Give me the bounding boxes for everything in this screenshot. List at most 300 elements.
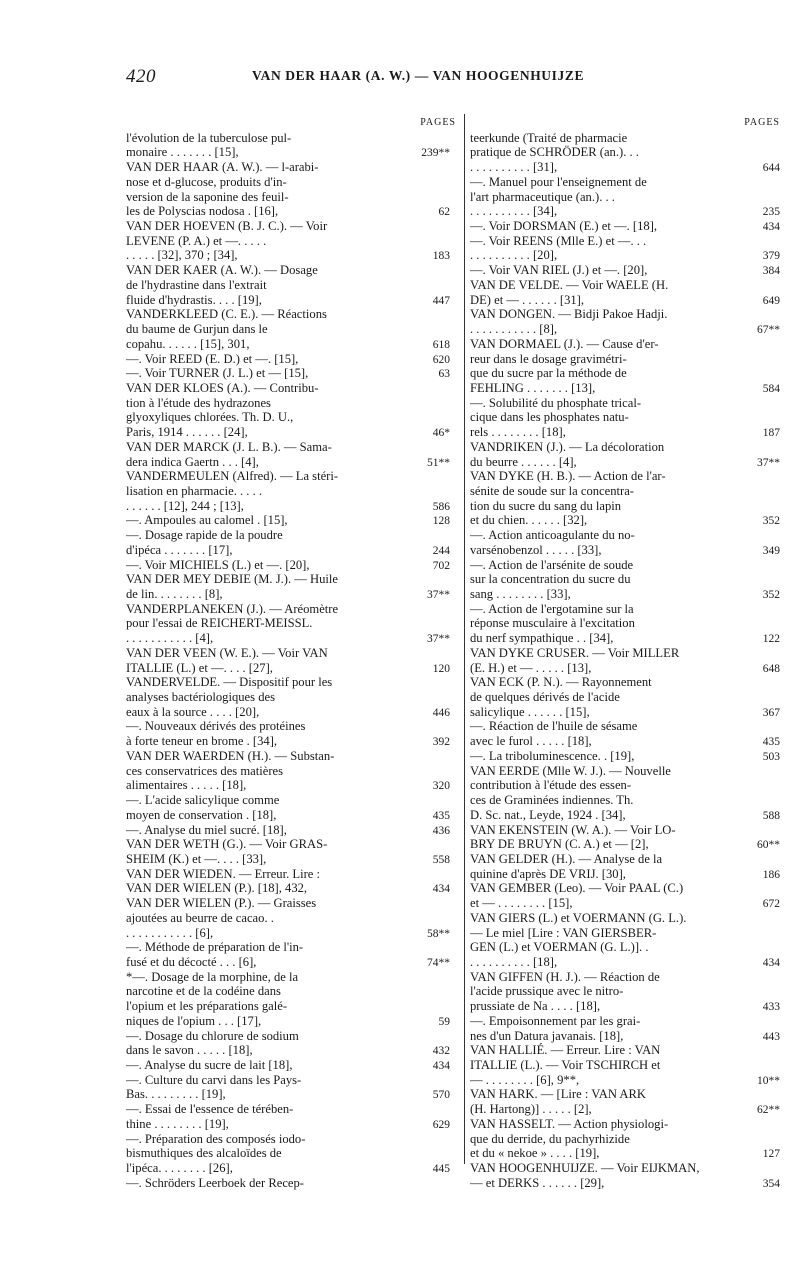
- index-entry-text: eaux à la source . . . . [20],: [126, 704, 260, 719]
- index-entry-text: nose et d-glucose, produits d'in-: [126, 174, 287, 189]
- index-entry-text: teerkunde (Traité de pharmacie: [470, 130, 628, 145]
- index-entry-text: ITALLIE (L.). — Voir TSCHIRCH et: [470, 1058, 661, 1072]
- index-line: [470, 499, 780, 514]
- index-entry-text: et du « nekoe » . . . . [19],: [470, 1146, 600, 1161]
- index-line: [126, 263, 462, 278]
- index-line: [470, 1014, 780, 1029]
- index-line: [470, 322, 780, 337]
- index-line: [470, 602, 780, 617]
- index-entry-text: —. Analyse du sucre de lait [18],: [126, 1058, 293, 1072]
- page-reference: 51**: [427, 456, 450, 469]
- index-line: [126, 749, 462, 764]
- index-line: [126, 352, 462, 367]
- index-entry-text: l'opium et les préparations galé-: [126, 999, 288, 1014]
- index-line: [126, 219, 462, 234]
- index-line: [470, 352, 780, 367]
- index-entry-text: VAN HALLIÉ. — Erreur. Lire : VAN: [470, 1043, 661, 1058]
- index-line: [470, 381, 780, 396]
- index-entry-text: VAN DER KAER (A. W.). — Dosage: [126, 263, 318, 278]
- index-entry-text: DE) et — . . . . . . [31],: [470, 292, 585, 307]
- index-line: [126, 1132, 462, 1147]
- index-line: [470, 425, 780, 440]
- index-line: [470, 558, 780, 573]
- index-line: [470, 234, 780, 249]
- page-reference: 349: [762, 544, 780, 557]
- index-line: [126, 970, 462, 985]
- index-entry-text: fusé et du décocté . . . [6],: [126, 954, 257, 969]
- index-entry-text: monaire . . . . . . . [15],: [126, 145, 239, 160]
- index-line: [126, 337, 462, 352]
- index-entry-text: —. Méthode de préparation de l'in-: [126, 940, 304, 955]
- index-entry-text: D. Sc. nat., Leyde, 1924 . [34],: [470, 807, 626, 822]
- page-reference: 62**: [757, 1104, 780, 1117]
- index-line: [126, 808, 462, 823]
- index-entry-text: VANDERPLANEKEN (J.). — Aréomètre: [126, 601, 339, 616]
- page-reference: 67**: [757, 324, 780, 337]
- index-line: [470, 719, 780, 734]
- page-reference: 120: [432, 662, 450, 675]
- index-entry-text: . . . . . [32], 370 ; [34],: [126, 248, 238, 263]
- index-entry-text: VAN DONGEN. — Bidji Pakoe Hadji.: [470, 307, 668, 322]
- index-entry-text: . . . . . . . . . . [31],: [470, 160, 558, 175]
- index-line: [126, 425, 462, 440]
- index-line: [126, 778, 462, 793]
- index-entry-text: VAN DER HAAR (A. W.). — l-arabi-: [126, 160, 319, 175]
- index-entry-text: du nerf sympathique . . [34],: [470, 631, 614, 646]
- index-line: [470, 1146, 780, 1161]
- index-line: [126, 1102, 462, 1117]
- page-reference: 435: [762, 736, 780, 749]
- index-line: [126, 852, 462, 867]
- index-entry-text: —. Préparation des composés iodo-: [126, 1131, 306, 1146]
- index-line: [470, 1117, 780, 1132]
- index-line: [470, 145, 780, 160]
- index-entry-text: . . . . . . . . . . . [8],: [470, 322, 558, 337]
- index-entry-text: ITALLIE (L.) et —. . . . [27],: [126, 660, 273, 675]
- index-line: [470, 440, 780, 455]
- index-entry-text: VAN DER MARCK (J. L. B.). — Sama-: [126, 439, 332, 454]
- index-entry-text: —. Solubilité du phosphate trical-: [470, 395, 642, 410]
- index-line: [126, 440, 462, 455]
- index-line: [470, 793, 780, 808]
- index-entry-text: (H. Hartong)] . . . . . [2],: [470, 1102, 592, 1117]
- index-entry-text: l'art pharmaceutique (an.). . .: [470, 189, 615, 204]
- index-entry-text: VAN GELDER (H.). — Analyse de la: [470, 851, 663, 866]
- index-entry-text: sur la concentration du sucre du: [470, 572, 631, 587]
- pages-column-heading: PAGES: [420, 117, 456, 128]
- index-entry-text: ajoutées au beurre de cacao. .: [126, 910, 274, 925]
- index-line: [470, 219, 780, 234]
- index-entry-text: Paris, 1914 . . . . . . [24],: [126, 425, 248, 440]
- index-line: [470, 204, 780, 219]
- index-entry-text: —. Ampoules au calomel . [15],: [126, 513, 288, 528]
- index-line: [126, 837, 462, 852]
- left-column: [126, 116, 462, 1190]
- index-line: [470, 190, 780, 205]
- pages-column-heading: PAGES: [744, 117, 780, 128]
- index-entry-text: glyoxyliques chlorées. Th. D. U.,: [126, 410, 294, 425]
- index-entry-text: VAN DYKE (H. B.). — Action de l'ar-: [470, 469, 666, 484]
- index-line: [126, 484, 462, 499]
- index-entry-text: —. Dosage rapide de la poudre: [126, 528, 283, 543]
- index-line: [126, 528, 462, 543]
- index-entry-text: niques de l'opium . . . [17],: [126, 1013, 262, 1028]
- index-line: [470, 396, 780, 411]
- index-entry-text: —. Voir DORSMAN (E.) et —. [18],: [470, 219, 658, 234]
- index-entry-text: analyses bactériologiques des: [126, 690, 275, 705]
- index-entry-text: VAN DER WAERDEN (H.). — Substan-: [126, 748, 335, 763]
- index-entry-text: —. Voir MICHIELS (L.) et —. [20],: [126, 557, 310, 572]
- page-reference: 558: [432, 853, 450, 866]
- page-reference: 127: [762, 1148, 780, 1161]
- index-entry-text: —. Action de l'ergotamine sur la: [470, 601, 634, 616]
- index-entry-text: GEN (L.) et VOERMAN (G. L.)]. .: [470, 940, 649, 955]
- index-entry-text: VAN EERDE (Mlle W. J.). — Nouvelle: [470, 763, 671, 778]
- index-entry-text: VANDERMEULEN (Alfred). — La stéri-: [126, 469, 339, 484]
- index-entry-text: tion du sucre du sang du lapin: [470, 498, 622, 513]
- column-divider: [464, 114, 465, 1164]
- index-line: [126, 396, 462, 411]
- page-reference: 58**: [427, 927, 450, 940]
- index-entry-text: narcotine et de la codéine dans: [126, 984, 281, 999]
- index-entry-text: VAN DE VELDE. — Voir WAELE (H.: [470, 277, 669, 292]
- index-line: [470, 543, 780, 558]
- index-entry-text: —. Voir REENS (Mlle E.) et —. . .: [470, 233, 647, 248]
- page-reference: 235: [762, 206, 780, 219]
- index-line: [126, 881, 462, 896]
- index-entry-text: . . . . . . . . . . . [4],: [126, 631, 214, 646]
- index-entry-text: ces conservatrices des matières: [126, 763, 283, 778]
- page-reference: 354: [762, 1177, 780, 1190]
- index-line: [470, 675, 780, 690]
- index-line: [470, 410, 780, 425]
- index-entry-text: —. Réaction de l'huile de sésame: [470, 719, 638, 734]
- index-line: [470, 661, 780, 676]
- index-line: [470, 1029, 780, 1044]
- index-entry-text: FEHLING . . . . . . . [13],: [470, 380, 596, 395]
- page-reference: 367: [762, 706, 780, 719]
- page-reference: 447: [432, 294, 450, 307]
- index-line: [470, 690, 780, 705]
- index-line: [126, 602, 462, 617]
- index-line: [126, 1043, 462, 1058]
- index-line: [126, 1029, 462, 1044]
- index-entry-text: version de la saponine des feuil-: [126, 189, 289, 204]
- index-entry-text: fluide d'hydrastis. . . . [19],: [126, 292, 262, 307]
- page-reference: 445: [432, 1163, 450, 1176]
- index-line: [470, 263, 780, 278]
- index-line: [126, 204, 462, 219]
- index-entry-text: du beurre . . . . . . [4],: [470, 454, 577, 469]
- index-line: [470, 955, 780, 970]
- page-reference: 588: [762, 809, 780, 822]
- index-line: [470, 940, 780, 955]
- index-entry-text: d'ipéca . . . . . . . [17],: [126, 542, 233, 557]
- index-line: [470, 705, 780, 720]
- page-reference: 37**: [427, 589, 450, 601]
- index-line: [126, 1176, 462, 1191]
- page-reference: 320: [432, 780, 450, 793]
- index-line: [470, 528, 780, 543]
- index-entry-text: VANDRIKEN (J.). — La décoloration: [470, 439, 665, 454]
- index-entry-text: —. Analyse du miel sucré. [18],: [126, 822, 287, 837]
- page-reference: 239**: [421, 147, 450, 160]
- index-entry-text: cique dans les phosphates natu-: [470, 410, 629, 425]
- index-line: [126, 675, 462, 690]
- page-reference: 62: [438, 206, 450, 219]
- index-entry-text: VAN ECK (P. N.). — Rayonnement: [470, 675, 652, 690]
- index-entry-text: l'ipéca. . . . . . . . [26],: [126, 1161, 233, 1176]
- index-entry-text: salicylique . . . . . . [15],: [470, 704, 590, 719]
- index-line: [126, 646, 462, 661]
- index-line: [470, 293, 780, 308]
- index-entry-text: —. Action de l'arsénite de soude: [470, 557, 634, 572]
- index-entry-text: . . . . . . . . . . [20],: [470, 248, 558, 263]
- index-line: [470, 1073, 780, 1088]
- index-entry-text: . . . . . . . . . . . [6],: [126, 925, 214, 940]
- index-line: [470, 248, 780, 263]
- index-entry-text: VAN DER WIEDEN. — Erreur. Lire :: [126, 866, 320, 881]
- page-number: 420: [126, 66, 156, 87]
- index-entry-text: varsénobenzol . . . . . [33],: [470, 542, 602, 557]
- index-entry-text: —. Manuel pour l'enseignement de: [470, 174, 647, 189]
- index-line: [470, 1102, 780, 1117]
- index-entry-text: VAN DER WIELEN (P.). [18], 432,: [126, 881, 308, 896]
- index-entry-text: de l'hydrastine dans l'extrait: [126, 277, 267, 292]
- index-line: [126, 926, 462, 941]
- index-line: [470, 808, 780, 823]
- index-line: [126, 734, 462, 749]
- index-entry-text: contribution à l'étude des essen-: [470, 778, 632, 793]
- index-entry-text: à forte teneur en brome . [34],: [126, 734, 278, 749]
- page-reference: 435: [432, 809, 450, 822]
- page-header: [126, 66, 786, 90]
- index-entry-text: tion à l'étude des hydrazones: [126, 395, 271, 410]
- index-line: [470, 984, 780, 999]
- index-entry-text: nes d'un Datura javanais. [18],: [470, 1028, 624, 1043]
- index-line: [126, 823, 462, 838]
- page-reference: 620: [432, 353, 450, 366]
- index-line: [126, 381, 462, 396]
- page-reference: 10**: [757, 1074, 780, 1087]
- page-reference: 59: [438, 1015, 450, 1028]
- index-line: [126, 1146, 462, 1161]
- index-entry-text: lisation en pharmacie. . . . .: [126, 483, 263, 498]
- page-reference: 434: [762, 221, 780, 234]
- page-reference: 352: [762, 589, 780, 601]
- page-reference: 244: [432, 544, 450, 557]
- index-entry-text: quinine d'après DE VRIJ. [30],: [470, 866, 626, 881]
- running-head: VAN DER HAAR (A. W.) — VAN HOOGENHUIJZE: [252, 68, 585, 83]
- index-line: [470, 131, 780, 146]
- index-entry-text: de lin. . . . . . . . [8],: [126, 587, 223, 601]
- index-entry-text: VAN HOOGENHUIJZE. — Voir EIJKMAN,: [470, 1161, 700, 1176]
- index-entry-text: moyen de conservation . [18],: [126, 807, 277, 822]
- index-line: [126, 145, 462, 160]
- index-line: [470, 778, 780, 793]
- index-line: [126, 587, 462, 602]
- index-entry-text: VAN DYKE CRUSER. — Voir MILLER: [470, 645, 680, 660]
- page-reference: 128: [432, 515, 450, 528]
- left-entries: [126, 131, 462, 1191]
- index-line: [126, 366, 462, 381]
- index-entry-text: —. Schröders Leerboek der Recep-: [126, 1175, 304, 1190]
- page-reference: 434: [432, 1060, 450, 1072]
- index-entry-text: et du chien. . . . . . [32],: [470, 513, 588, 528]
- index-line: [126, 764, 462, 779]
- index-line: [126, 293, 462, 308]
- index-entry-text: de quelques dérivés de l'acide: [470, 690, 620, 705]
- index-line: [470, 572, 780, 587]
- index-line: [470, 764, 780, 779]
- index-line: [126, 513, 462, 528]
- page-reference: 186: [762, 868, 780, 881]
- index-entry-text: VAN DER VEEN (W. E.). — Voir VAN: [126, 645, 328, 660]
- index-line: [126, 248, 462, 263]
- index-line: [470, 1132, 780, 1147]
- index-line: [126, 1087, 462, 1102]
- page-reference: 434: [432, 883, 450, 896]
- page-reference: 443: [762, 1030, 780, 1043]
- index-entry-text: VAN DER MEY DEBIE (M. J.). — Huile: [126, 572, 338, 587]
- index-entry-text: VAN HARK. — [Lire : VAN ARK: [470, 1087, 646, 1102]
- index-line: [126, 793, 462, 808]
- index-line: [470, 175, 780, 190]
- index-line: [470, 484, 780, 499]
- page-reference: 702: [432, 559, 450, 572]
- index-line: [126, 499, 462, 514]
- index-line: [126, 661, 462, 676]
- index-line: [470, 852, 780, 867]
- index-entry-text: les de Polyscias nodosa . [16],: [126, 204, 279, 219]
- index-entry-text: du baume de Gurjun dans le: [126, 322, 268, 337]
- index-entry-text: VAN DER WIELEN (P.). — Graisses: [126, 896, 317, 911]
- index-entry-text: — . . . . . . . . [6], 9**,: [470, 1072, 580, 1087]
- index-entry-text: . . . . . . . . . . [34],: [470, 204, 558, 219]
- index-line: [126, 190, 462, 205]
- index-line: [470, 881, 780, 896]
- index-entry-text: alimentaires . . . . . [18],: [126, 778, 247, 793]
- index-line: [126, 410, 462, 425]
- right-column: [470, 116, 780, 1190]
- index-line: [470, 734, 780, 749]
- index-line: [126, 705, 462, 720]
- page-reference: 446: [432, 706, 450, 719]
- index-entry-text: VAN HASSELT. — Action physiologi-: [470, 1116, 669, 1131]
- index-line: [470, 911, 780, 926]
- index-line: [470, 1176, 780, 1191]
- index-line: [126, 278, 462, 293]
- index-entry-text: VAN EKENSTEIN (W. A.). — Voir LO-: [470, 822, 676, 837]
- index-entry-text: LEVENE (P. A.) et —. . . . .: [126, 233, 267, 248]
- page-reference: 618: [432, 338, 450, 351]
- index-line: [126, 558, 462, 573]
- index-entry-text: VAN GIERS (L.) et VOERMANN (G. L.).: [470, 910, 687, 925]
- index-line: [470, 999, 780, 1014]
- index-entry-text: —. L'acide salicylique comme: [126, 793, 280, 808]
- page-reference: 37**: [427, 633, 450, 646]
- index-entry-text: reur dans le dosage gravimétri-: [470, 351, 627, 366]
- index-line: [470, 1058, 780, 1073]
- index-entry-text: VAN GEMBER (Leo). — Voir PAAL (C.): [470, 881, 684, 896]
- index-entry-text: —. Action anticoagulante du no-: [470, 528, 635, 543]
- index-line: [126, 322, 462, 337]
- page-reference: 649: [762, 294, 780, 307]
- page-reference: 74**: [427, 956, 450, 969]
- page-reference: 384: [762, 265, 780, 278]
- index-entry-text: —. Culture du carvi dans les Pays-: [126, 1072, 302, 1087]
- index-entry-text: —. Empoisonnement par les grai-: [470, 1013, 641, 1028]
- index-line: [126, 719, 462, 734]
- page-reference: 433: [762, 1001, 780, 1014]
- index-line: [126, 984, 462, 999]
- index-entry-text: BRY DE BRUYN (C. A.) et — [2],: [470, 837, 649, 852]
- index-entry-text: SHEIM (K.) et —. . . . [33],: [126, 851, 267, 866]
- page-reference: 586: [432, 500, 450, 513]
- index-line: [470, 307, 780, 322]
- index-line: [126, 175, 462, 190]
- index-entry-text: . . . . . . . . . . [18],: [470, 954, 558, 969]
- index-entry-text: Bas. . . . . . . . . [19],: [126, 1087, 226, 1102]
- index-line: [126, 160, 462, 175]
- index-entry-text: prussiate de Na . . . . [18],: [470, 999, 601, 1014]
- page-reference: 46*: [432, 427, 450, 440]
- index-entry-text: sénite de soude sur la concentra-: [470, 483, 635, 498]
- page-reference: 436: [432, 824, 450, 837]
- index-entry-text: que du derride, du pachyrhizide: [470, 1131, 630, 1146]
- page-reference: 434: [762, 956, 780, 969]
- index-line: [126, 896, 462, 911]
- index-line: [470, 926, 780, 941]
- index-line: [126, 955, 462, 970]
- index-entry-text: dera indica Gaertn . . . [4],: [126, 454, 259, 469]
- index-entry-text: *—. Dosage de la morphine, de la: [126, 969, 299, 984]
- index-entry-text: l'évolution de la tuberculose pul-: [126, 130, 292, 145]
- index-line: [126, 469, 462, 484]
- index-line: [470, 896, 780, 911]
- index-line: [126, 690, 462, 705]
- index-entry-text: — Le miel [Lire : VAN GIERSBER-: [470, 925, 657, 940]
- index-line: [126, 1117, 462, 1132]
- page-reference: 63: [438, 368, 450, 381]
- index-line: [470, 631, 780, 646]
- index-line: [126, 911, 462, 926]
- page-reference: 122: [762, 633, 780, 646]
- page-reference: 60**: [757, 839, 780, 852]
- index-line: [470, 469, 780, 484]
- page-reference: 584: [762, 382, 780, 395]
- index-line: [470, 867, 780, 882]
- page-reference: 183: [432, 250, 450, 263]
- index-entry-text: . . . . . . [12], 244 ; [13],: [126, 498, 244, 513]
- index-entry-text: —. La triboluminescence. . [19],: [470, 748, 635, 763]
- page-reference: 503: [762, 750, 780, 763]
- page-reference: 379: [762, 250, 780, 263]
- index-line: [126, 940, 462, 955]
- index-entry-text: sang . . . . . . . . [33],: [470, 587, 571, 601]
- index-line: [470, 366, 780, 381]
- index-entry-text: —. Voir VAN RIEL (J.) et —. [20],: [470, 263, 648, 278]
- page-reference: 37**: [757, 456, 780, 469]
- page-reference: 648: [762, 662, 780, 675]
- index-entry-text: —. Nouveaux dérivés des protéines: [126, 719, 306, 734]
- index-line: [126, 572, 462, 587]
- index-line: [470, 278, 780, 293]
- page-reference: 644: [762, 162, 780, 175]
- index-line: [126, 616, 462, 631]
- index-line: [470, 837, 780, 852]
- index-entry-text: VANDERVELDE. — Dispositif pour les: [126, 675, 333, 690]
